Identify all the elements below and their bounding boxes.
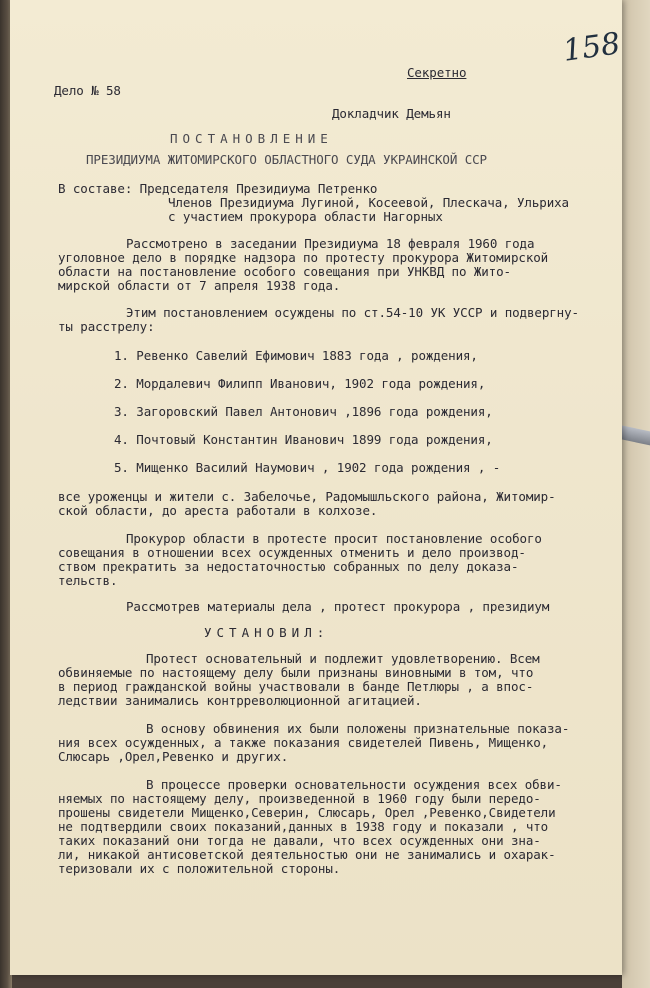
review-line: Рассмотрев материалы дела , протест прокурора , президиум bbox=[126, 599, 550, 614]
convicted-item: 4. Почтовый Константин Иванович 1899 года рождения, bbox=[114, 432, 493, 447]
intro-line: уголовное дело в порядке надзора по протесту прокурора Житомирской bbox=[58, 250, 549, 265]
basis-line: Слюсарь ,Орел,Ревенко и других. bbox=[58, 749, 289, 764]
sentence-line: ты расстрелу: bbox=[58, 319, 155, 334]
page-number: 158 bbox=[560, 26, 623, 69]
composition-line-2: Членов Президиума Лугиной, Косеевой, Плескача, Ульриха bbox=[168, 195, 569, 210]
document-title: ПОСТАНОВЛЕНИЕ bbox=[170, 131, 333, 146]
composition-line-3: с участием прокурора области Нагорных bbox=[168, 209, 443, 224]
convicted-item: 3. Загоровский Павел Антонович ,1896 года рождения, bbox=[114, 404, 493, 419]
protest-line: совещания в отношении всех осужденных отменить и дело производ- bbox=[58, 545, 526, 560]
intro-line: Рассмотрено в заседании Президиума 18 февраля 1960 года bbox=[126, 236, 535, 251]
origin-line: ской области, до ареста работали в колхозе. bbox=[58, 503, 378, 518]
protest-line: Прокурор области в протесте просит постановление особого bbox=[126, 531, 542, 546]
finding-line: Протест основательный и подлежит удовлетворению. Всем bbox=[146, 651, 540, 666]
sentence-line: Этим постановлением осуждены по ст.54-10 УК УССР и подвергну- bbox=[126, 305, 579, 320]
finding-line: обвиняемые по настоящему делу были признаны виновными в том, что bbox=[58, 665, 534, 680]
case-number: Дело № 58 bbox=[54, 83, 121, 98]
document-page bbox=[10, 0, 622, 975]
convicted-item: 2. Мордалевич Филипп Иванович, 1902 года рождения, bbox=[114, 376, 486, 391]
reporter: Докладчик Демьян bbox=[332, 106, 451, 121]
protest-line: ством прекратить за недостаточностью собранных по делу доказа- bbox=[58, 559, 519, 574]
verification-line: ли, никакой антисоветской деятельностью они не занимались и охарак- bbox=[58, 847, 556, 862]
established-heading: УСТАНОВИЛ: bbox=[204, 625, 330, 640]
basis-line: В основу обвинения их были положены признательные показа- bbox=[146, 721, 570, 736]
verification-line: прошены свидетели Мищенко,Северин, Слюсарь, Орел ,Ревенко,Свидетели bbox=[58, 805, 556, 820]
verification-line: В процессе проверки основательности осуждения всех обви- bbox=[146, 777, 562, 792]
next-page-edge bbox=[622, 0, 650, 988]
convicted-item: 1. Ревенко Савелий Ефимович 1883 года , рождения, bbox=[114, 348, 478, 363]
verification-line: таких показаний они тогда не давали, что всех осужденных они зна- bbox=[58, 833, 541, 848]
basis-line: ния всех осужденных, а также показания свидетелей Пивень, Мищенко, bbox=[58, 735, 549, 750]
classification-stamp: Секретно bbox=[407, 65, 467, 80]
origin-line: все уроженцы и жители с. Забелочье, Радомышльского района, Житомир- bbox=[58, 489, 556, 504]
protest-line: тельств. bbox=[58, 573, 118, 588]
court-name: ПРЕЗИДИУМА ЖИТОМИРСКОГО ОБЛАСТНОГО СУДА УКРАИНСКОЙ ССР bbox=[86, 152, 487, 167]
finding-line: ледствии занимались контрреволюционной агитацией. bbox=[58, 693, 422, 708]
finding-line: в период гражданской войны участвовали в банде Петлюры , а впос- bbox=[58, 679, 534, 694]
intro-line: области на постановление особого совещания при УНКВД по Жито- bbox=[58, 264, 511, 279]
verification-line: теризовали их с положительной стороны. bbox=[58, 861, 341, 876]
composition-line-1: В составе: Председателя Президиума Петренко bbox=[58, 181, 378, 196]
intro-line: мирской области от 7 апреля 1938 года. bbox=[58, 278, 341, 293]
verification-line: няемых по настоящему делу, произведенной в 1960 году были передо- bbox=[58, 791, 541, 806]
bottom-edge bbox=[12, 975, 622, 988]
verification-line: не подтвердили своих показаний,данных в 1938 году и показали , что bbox=[58, 819, 549, 834]
convicted-item: 5. Мищенко Василий Наумович , 1902 года рождения , - bbox=[114, 460, 501, 475]
